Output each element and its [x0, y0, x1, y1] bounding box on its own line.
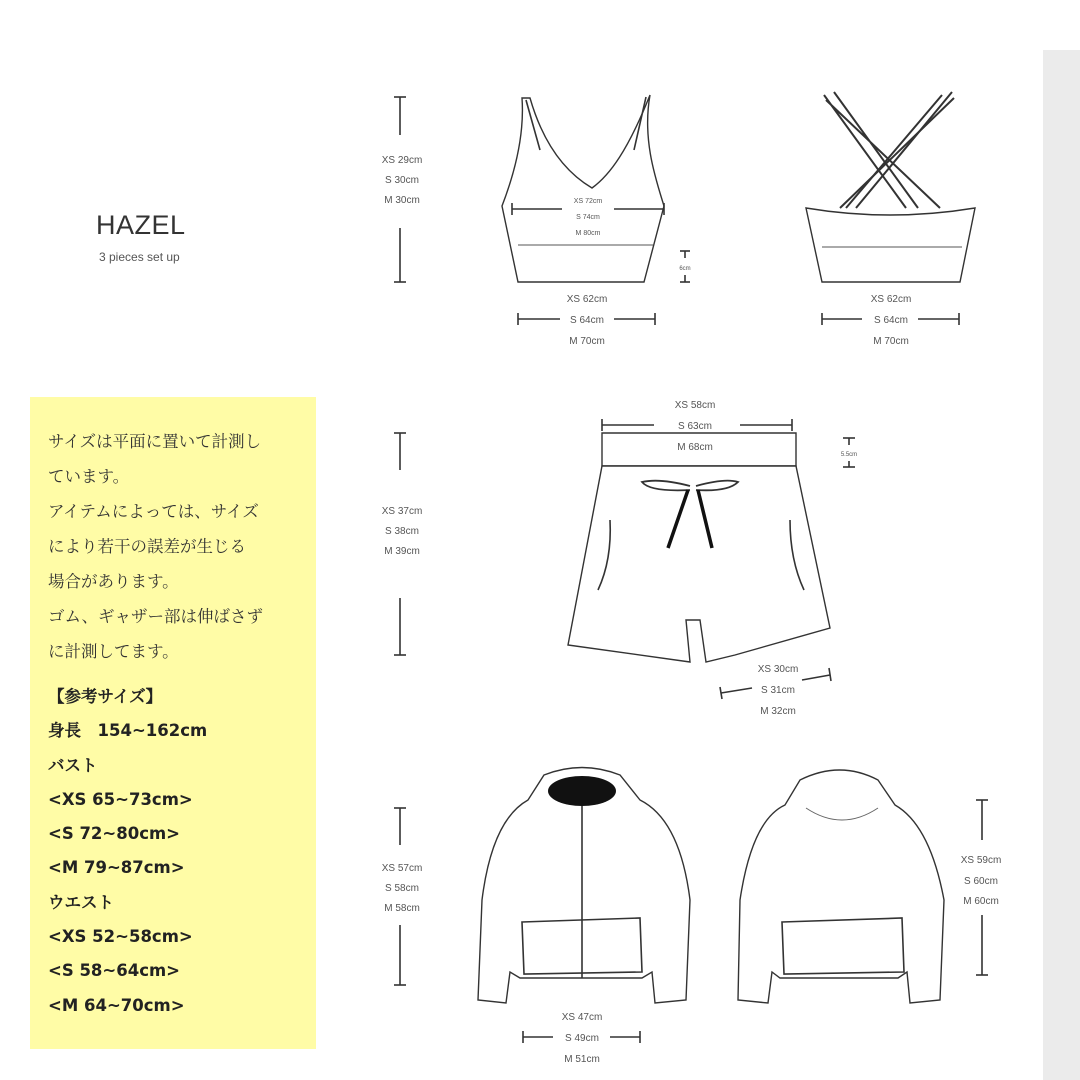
note-line: サイズは平面に置いて計測し — [48, 432, 262, 451]
bra-hem-front-s: S 64cm — [570, 315, 604, 326]
bra-bust-xs: XS 72cm — [573, 198, 603, 205]
reference-bust-s: <S 72~80cm> — [48, 824, 180, 844]
reference-bust-label: バスト — [48, 755, 98, 775]
shorts-band: 5.5cm — [840, 452, 858, 458]
bra-hem-front-xs: XS 62cm — [566, 294, 608, 305]
hoodie-front-length-xs: XS 57cm — [381, 863, 423, 874]
bra-bust-m: M 80cm — [575, 230, 601, 237]
note-line: により若干の誤差が生じる — [48, 537, 246, 556]
shorts-length-m: M 39cm — [384, 546, 420, 557]
reference-bust-m: <M 79~87cm> — [48, 858, 185, 878]
note-line: ゴム、ギャザー部は伸ばさず — [48, 607, 263, 626]
hoodie-hem-xs: XS 47cm — [561, 1012, 603, 1023]
note-line: 場合があります。 — [48, 572, 179, 591]
note-line: に計測してます。 — [48, 642, 179, 661]
bra-length-xs: XS 29cm — [381, 155, 423, 166]
hoodie-front-length-s: S 58cm — [385, 883, 419, 894]
bra-band: 6cm — [679, 266, 691, 272]
reference-bust-xs: <XS 65~73cm> — [48, 789, 193, 809]
hoodie-back-length-xs: XS 59cm — [960, 855, 1002, 866]
reference-height: 身長 154~162cm — [48, 721, 208, 741]
bra-band-dimension — [679, 251, 690, 282]
bra-hem-back-s: S 64cm — [874, 315, 908, 326]
reference-waist-label: ウエスト — [48, 892, 114, 912]
hoodie-front-length-dimension — [382, 808, 423, 985]
bra-hem-back-dimension — [822, 294, 959, 347]
hoodie-back-length-dimension — [961, 800, 1002, 975]
reference-waist-m: <M 64~70cm> — [48, 995, 185, 1015]
hoodie-back-length-s: S 60cm — [964, 876, 998, 887]
bra-hem-front-dimension — [518, 294, 655, 347]
hoodie-hem-s: S 49cm — [565, 1033, 599, 1044]
bra-length-s: S 30cm — [385, 175, 419, 186]
hoodie-back-illustration — [738, 770, 944, 1003]
bra-hem-back-xs: XS 62cm — [870, 294, 912, 305]
hoodie-back-length-m: M 60cm — [963, 896, 999, 907]
shorts-length-dimension — [382, 433, 423, 655]
shorts-length-xs: XS 37cm — [381, 506, 423, 517]
bra-length-dimension — [382, 97, 423, 282]
shorts-leg-s: S 31cm — [761, 685, 795, 696]
shorts-band-dimension — [841, 438, 857, 467]
hoodie-front-illustration — [478, 768, 690, 1004]
hoodie-hem-dimension — [523, 1012, 640, 1065]
hoodie-hem-m: M 51cm — [564, 1054, 600, 1065]
product-subtitle: 3 pieces set up — [99, 250, 180, 264]
shorts-leg-dimension — [720, 664, 831, 717]
note-line: ています。 — [48, 467, 130, 486]
reference-waist-s: <S 58~64cm> — [48, 961, 180, 981]
shorts-illustration — [568, 433, 830, 662]
bra-front-illustration — [502, 95, 664, 282]
bra-back-illustration — [806, 92, 975, 282]
reference-heading: 【参考サイズ】 — [48, 687, 163, 706]
bra-hem-front-m: M 70cm — [569, 336, 605, 347]
shorts-waist-m: M 68cm — [677, 442, 713, 453]
bra-hem-back-m: M 70cm — [873, 336, 909, 347]
product-title: HAZEL — [96, 210, 186, 240]
shorts-waist-xs: XS 58cm — [674, 400, 716, 411]
bra-bust-s: S 74cm — [576, 214, 600, 221]
bra-length-m: M 30cm — [384, 195, 420, 206]
shorts-leg-m: M 32cm — [760, 706, 796, 717]
shorts-leg-xs: XS 30cm — [757, 664, 799, 675]
shorts-waist-s: S 63cm — [678, 421, 712, 432]
shorts-length-s: S 38cm — [385, 526, 419, 537]
hoodie-front-length-m: M 58cm — [384, 903, 420, 914]
note-line: アイテムによっては、サイズ — [48, 502, 259, 521]
reference-waist-xs: <XS 52~58cm> — [48, 927, 193, 947]
